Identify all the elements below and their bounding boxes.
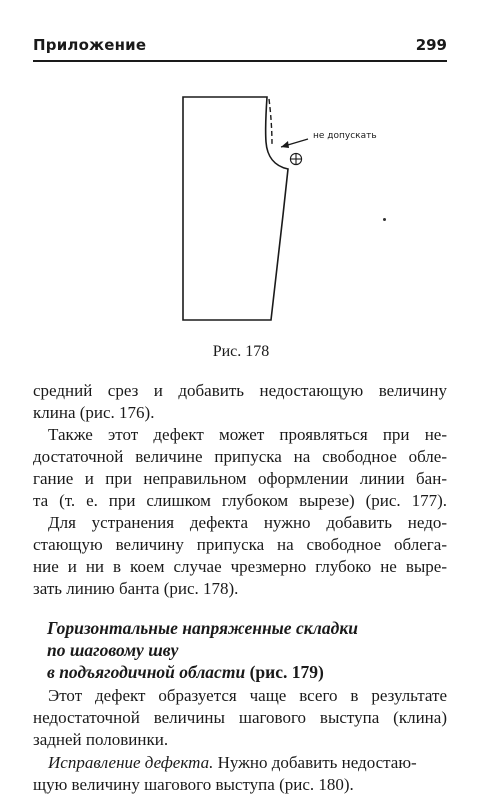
body-line: Также этот дефект может проявляться при не-: [48, 425, 447, 444]
running-head-title: Приложение: [33, 36, 147, 54]
figure-178-drawing: [0, 0, 482, 340]
section-heading-line-1: Горизонтальные напряженные складки: [47, 618, 358, 638]
plus-circle-icon: [289, 152, 303, 166]
section-heading-figure-ref: (рис. 179): [245, 662, 324, 682]
page-number: 299: [415, 36, 447, 54]
body-line: ние и ни в коем случае чрезмерно глубоко не выре-: [33, 557, 447, 576]
section-heading-line-3: [47, 661, 324, 683]
body-line: клина (рис. 176).: [33, 403, 155, 422]
section-heading-text: в подъягодичной области: [47, 662, 246, 682]
annotation-arrowhead: [281, 141, 289, 148]
fix-text: Нужно добавить недостаю-: [213, 753, 417, 772]
body-line: Этот дефект образуется чаще всего в результате: [48, 686, 447, 705]
body-line: [48, 752, 447, 774]
figure-caption: Рис. 178: [212, 343, 270, 360]
body-line: зать линию банта (рис. 178).: [33, 579, 239, 598]
section-heading-line-2: по шаговому шву: [47, 640, 179, 660]
body-line: щую величину шагового выступа (рис. 180).: [33, 775, 354, 794]
print-speck: [383, 218, 386, 221]
body-line: гание и при неправильном оформлении линии бан-: [33, 469, 447, 488]
trouser-panel-outline: [183, 97, 288, 320]
body-line: задней половинки.: [33, 730, 169, 749]
fix-label: Исправление дефекта.: [48, 753, 214, 772]
body-line: Для устранения дефекта нужно добавить недо-: [48, 513, 447, 532]
body-line: средний срез и добавить недостающую величину: [33, 381, 447, 400]
body-line: недостаточной величины шагового выступа (клина): [33, 708, 447, 727]
wrong-cut-dashed-line: [269, 99, 272, 144]
figure-annotation-label: не допускать: [313, 131, 377, 141]
body-line: достаточной величине припуска на свободное обле-: [33, 447, 447, 466]
body-line: стающую величину припуска на свободное облега-: [33, 535, 447, 554]
body-line: та (т. е. при слишком глубоком вырезе) (рис. 177).: [33, 491, 447, 510]
